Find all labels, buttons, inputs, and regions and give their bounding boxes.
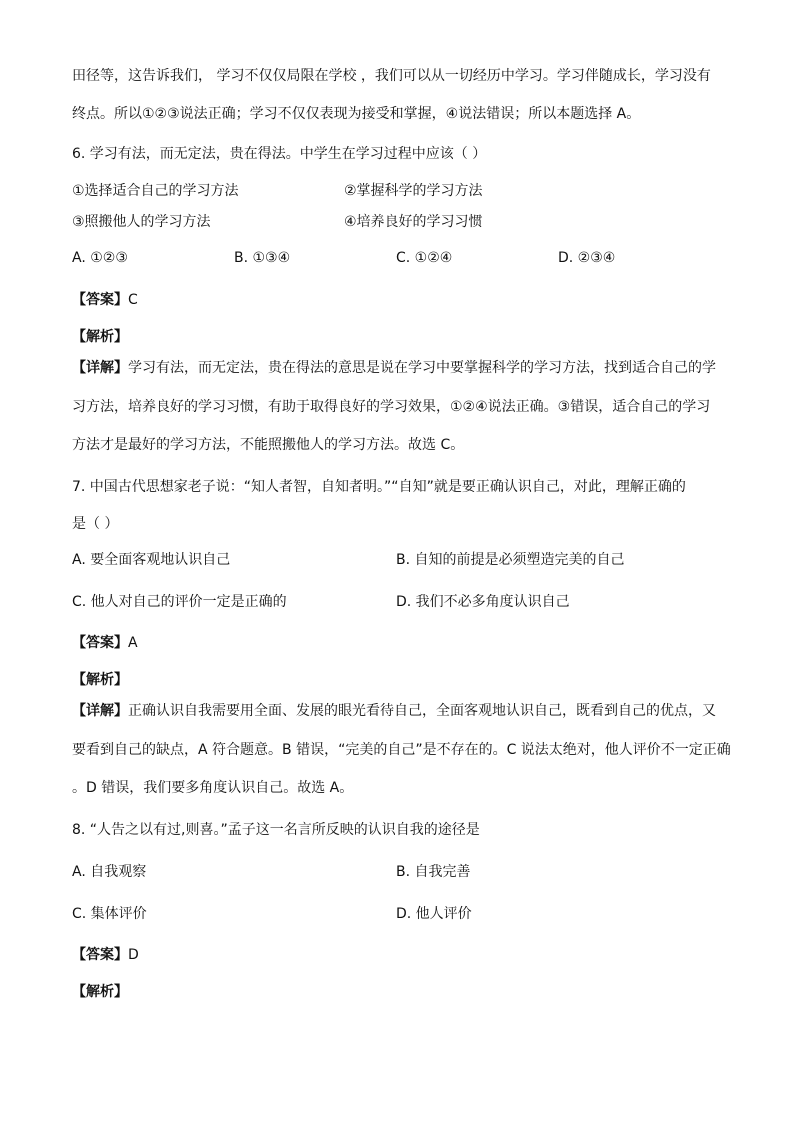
detail-tag: 【详解】 [72, 703, 128, 719]
q7-analysis-heading [72, 670, 128, 690]
answer-value: A [128, 635, 138, 651]
analysis-tag: 【解析】 [72, 672, 128, 688]
q8-choice-a: A. 自我观察 [72, 864, 147, 880]
q7-choice-d: D. 我们不必多角度认识自己 [396, 594, 570, 610]
q7-detail-line-3: 。D 错误，我们要多角度认识自己。故选 A。 [72, 780, 354, 796]
q6-option-3: ③照搬他人的学习方法 [72, 214, 211, 230]
q6-option-2: ②掌握科学的学习方法 [344, 183, 483, 199]
q6-stem: 6. 学习有法，而无定法，贵在得法。中学生在学习过程中应该（ ） [72, 146, 487, 162]
q6-analysis-heading [72, 327, 128, 347]
answer-value: C [128, 292, 138, 308]
detail-text: 学习有法，而无定法，贵在得法的意思是说在学习中要掌握科学的学习方法，找到适合自己的学 [128, 360, 716, 376]
q8-stem: 8. “人告之以有过,则喜。”孟子这一名言所反映的认识自我的途径是 [72, 822, 480, 838]
answer-tag: 【答案】 [72, 635, 128, 651]
q6-choice-a: A. ①②③ [72, 250, 128, 266]
q7-answer [72, 633, 138, 653]
q6-detail-line-3: 方法才是最好的学习方法，不能照搬他人的学习方法。故选 C。 [72, 437, 465, 453]
q6-choice-b: B. ①③④ [234, 250, 291, 266]
detail-text: 正确认识自我需要用全面、发展的眼光看待自己，全面客观地认识自己，既看到自己的优点，又 [128, 703, 716, 719]
answer-tag: 【答案】 [72, 947, 128, 963]
q7-choice-a: A. 要全面客观地认识自己 [72, 552, 231, 568]
q7-stem-line-1: 7. 中国古代思想家老子说：“知人者智，自知者明。”“自知”就是要正确认识自己，对此，理解正确的 [72, 479, 686, 495]
answer-tag: 【答案】 [72, 292, 128, 308]
q8-choice-c: C. 集体评价 [72, 906, 147, 922]
intro-line-1: 田径等，这告诉我们， 学习不仅仅局限在学校 ，我们可以从一切经历中学习。学习伴随成长，学习没有 [72, 68, 711, 84]
answer-value: D [128, 947, 139, 963]
q6-answer [72, 290, 138, 310]
q8-answer [72, 945, 139, 965]
q6-detail-line-1 [72, 358, 716, 378]
q8-choice-d: D. 他人评价 [396, 906, 472, 922]
q7-choice-b: B. 自知的前提是必须塑造完美的自己 [396, 552, 625, 568]
q7-choice-c: C. 他人对自己的评价一定是正确的 [72, 594, 287, 610]
intro-line-2: 终点。所以①②③说法正确；学习不仅仅表现为接受和掌握，④说法错误；所以本题选择 A。 [72, 106, 641, 122]
analysis-tag: 【解析】 [72, 984, 128, 1000]
detail-tag: 【详解】 [72, 360, 128, 376]
q6-detail-line-2: 习方法，培养良好的学习习惯，有助于取得良好的学习效果，①②④说法正确。③错误，适合自己的学习 [72, 399, 711, 415]
q6-choice-d: D. ②③④ [558, 250, 616, 266]
q6-option-4: ④培养良好的学习习惯 [344, 214, 483, 230]
q8-choice-b: B. 自我完善 [396, 864, 471, 880]
q6-option-1: ①选择适合自己的学习方法 [72, 183, 239, 199]
q7-stem-line-2: 是（ ） [72, 516, 119, 532]
analysis-tag: 【解析】 [72, 329, 128, 345]
q7-detail-line-2: 要看到自己的缺点，A 符合题意。B 错误，“完美的自己”是不存在的。C 说法太绝对，他人评价不一定正确 [72, 742, 731, 758]
q7-detail-line-1 [72, 701, 716, 721]
q6-choice-c: C. ①②④ [396, 250, 453, 266]
q8-analysis-heading [72, 982, 128, 1002]
